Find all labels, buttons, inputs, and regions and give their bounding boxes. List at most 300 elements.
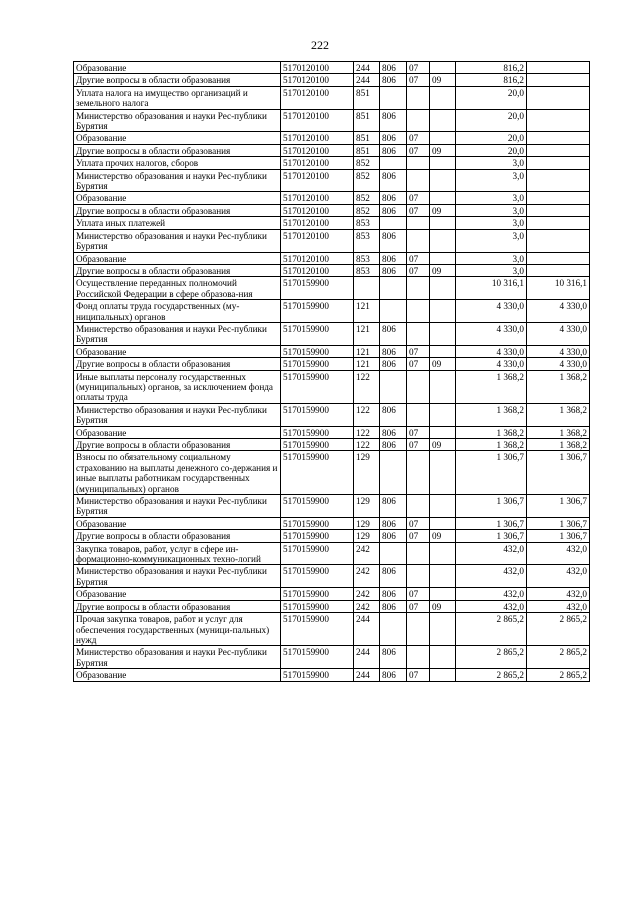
item-name-cell: Другие вопросы в области образования [74, 74, 281, 86]
item-name-cell: Образование [74, 252, 281, 264]
admin-code-cell: 806 [380, 169, 407, 192]
subsection-code-cell [430, 277, 456, 300]
target-code-cell: 5170120100 [281, 86, 354, 109]
subsection-code-cell [430, 322, 456, 345]
target-code-cell: 5170159900 [281, 669, 354, 681]
section-code-cell: 07 [407, 192, 430, 204]
item-name-cell: Осуществление переданных полномочий Российской Федерации в сфере образова-ния [74, 277, 281, 300]
sum-federal-cell [527, 132, 590, 144]
subsection-code-cell [430, 669, 456, 681]
target-code-cell: 5170159900 [281, 517, 354, 529]
section-code-cell [407, 451, 430, 495]
admin-code-cell: 806 [380, 144, 407, 156]
sum-total-cell: 10 316,1 [456, 277, 527, 300]
expense-type-cell: 242 [354, 588, 380, 600]
target-code-cell: 5170159900 [281, 451, 354, 495]
table-row [74, 109, 590, 132]
subsection-code-cell [430, 426, 456, 438]
item-name-cell: Другие вопросы в области образования [74, 358, 281, 370]
sum-total-cell: 20,0 [456, 132, 527, 144]
table-row [74, 358, 590, 370]
sum-federal-cell: 4 330,0 [527, 322, 590, 345]
admin-code-cell: 806 [380, 565, 407, 588]
expense-type-cell: 853 [354, 264, 380, 276]
subsection-code-cell [430, 109, 456, 132]
sum-federal-cell: 1 368,2 [527, 439, 590, 451]
target-code-cell: 5170120100 [281, 229, 354, 252]
section-code-cell: 07 [407, 252, 430, 264]
target-code-cell: 5170120100 [281, 192, 354, 204]
expense-type-cell: 853 [354, 229, 380, 252]
section-code-cell [407, 613, 430, 646]
expense-type-cell: 122 [354, 370, 380, 403]
table-row [74, 74, 590, 86]
admin-code-cell: 806 [380, 345, 407, 357]
table-body [74, 62, 590, 682]
item-name-cell: Другие вопросы в области образования [74, 204, 281, 216]
target-code-cell: 5170120100 [281, 157, 354, 169]
expense-type-cell: 851 [354, 132, 380, 144]
section-code-cell: 07 [407, 439, 430, 451]
target-code-cell: 5170159900 [281, 542, 354, 565]
page-number: 222 [311, 38, 329, 52]
target-code-cell: 5170120100 [281, 62, 354, 74]
expense-type-cell: 121 [354, 345, 380, 357]
section-code-cell [407, 109, 430, 132]
item-name-cell: Образование [74, 345, 281, 357]
expense-type-cell: 851 [354, 109, 380, 132]
item-name-cell: Образование [74, 426, 281, 438]
section-code-cell [407, 157, 430, 169]
section-code-cell [407, 403, 430, 426]
admin-code-cell: 806 [380, 74, 407, 86]
sum-federal-cell: 1 306,7 [527, 495, 590, 518]
sum-total-cell: 1 306,7 [456, 517, 527, 529]
section-code-cell [407, 370, 430, 403]
subsection-code-cell: 09 [430, 264, 456, 276]
table-row [74, 264, 590, 276]
subsection-code-cell [430, 217, 456, 229]
expense-type-cell: 121 [354, 358, 380, 370]
section-code-cell [407, 86, 430, 109]
item-name-cell: Иные выплаты персоналу государственных (муниципальных) органов, за исключением фонда оплаты труда [74, 370, 281, 403]
item-name-cell: Уплата налога на имущество организаций и земельного налога [74, 86, 281, 109]
subsection-code-cell: 09 [430, 600, 456, 612]
table-row [74, 132, 590, 144]
admin-code-cell [380, 277, 407, 300]
sum-total-cell: 4 330,0 [456, 300, 527, 323]
sum-total-cell: 3,0 [456, 169, 527, 192]
sum-total-cell: 3,0 [456, 229, 527, 252]
admin-code-cell: 806 [380, 192, 407, 204]
target-code-cell: 5170159900 [281, 646, 354, 669]
admin-code-cell: 806 [380, 109, 407, 132]
expense-type-cell: 244 [354, 646, 380, 669]
expense-type-cell: 853 [354, 217, 380, 229]
subsection-code-cell: 09 [430, 74, 456, 86]
table-row [74, 300, 590, 323]
sum-total-cell: 432,0 [456, 588, 527, 600]
item-name-cell: Министерство образования и науки Рес-публики Бурятия [74, 229, 281, 252]
item-name-cell: Министерство образования и науки Рес-публики Бурятия [74, 403, 281, 426]
table-row [74, 252, 590, 264]
expense-type-cell: 244 [354, 669, 380, 681]
sum-federal-cell [527, 144, 590, 156]
subsection-code-cell [430, 132, 456, 144]
admin-code-cell: 806 [380, 600, 407, 612]
sum-total-cell: 20,0 [456, 86, 527, 109]
table-row [74, 451, 590, 495]
sum-federal-cell: 4 330,0 [527, 300, 590, 323]
sum-federal-cell: 1 306,7 [527, 530, 590, 542]
sum-federal-cell [527, 192, 590, 204]
subsection-code-cell [430, 588, 456, 600]
expense-type-cell: 851 [354, 86, 380, 109]
target-code-cell: 5170159900 [281, 588, 354, 600]
section-code-cell [407, 565, 430, 588]
section-code-cell: 07 [407, 62, 430, 74]
sum-federal-cell [527, 62, 590, 74]
sum-total-cell: 1 368,2 [456, 439, 527, 451]
target-code-cell: 5170159900 [281, 613, 354, 646]
subsection-code-cell [430, 192, 456, 204]
expense-type-cell: 122 [354, 439, 380, 451]
target-code-cell: 5170159900 [281, 277, 354, 300]
sum-federal-cell: 4 330,0 [527, 345, 590, 357]
section-code-cell: 07 [407, 144, 430, 156]
section-code-cell [407, 277, 430, 300]
item-name-cell: Уплата иных платежей [74, 217, 281, 229]
sum-federal-cell: 432,0 [527, 588, 590, 600]
item-name-cell: Прочая закупка товаров, работ и услуг для обеспечения государственных (муници-пальных) нужд [74, 613, 281, 646]
sum-total-cell: 1 368,2 [456, 403, 527, 426]
admin-code-cell: 806 [380, 439, 407, 451]
subsection-code-cell [430, 62, 456, 74]
admin-code-cell: 806 [380, 669, 407, 681]
table-row [74, 86, 590, 109]
admin-code-cell: 806 [380, 264, 407, 276]
expense-type-cell: 244 [354, 62, 380, 74]
expense-type-cell: 129 [354, 495, 380, 518]
target-code-cell: 5170159900 [281, 345, 354, 357]
table-row [74, 426, 590, 438]
sum-federal-cell: 2 865,2 [527, 613, 590, 646]
target-code-cell: 5170159900 [281, 565, 354, 588]
section-code-cell: 07 [407, 669, 430, 681]
section-code-cell: 07 [407, 600, 430, 612]
sum-total-cell: 1 306,7 [456, 495, 527, 518]
item-name-cell: Другие вопросы в области образования [74, 144, 281, 156]
admin-code-cell: 806 [380, 358, 407, 370]
sum-federal-cell [527, 252, 590, 264]
sum-total-cell: 3,0 [456, 157, 527, 169]
admin-code-cell [380, 157, 407, 169]
sum-federal-cell: 432,0 [527, 565, 590, 588]
table-row [74, 62, 590, 74]
section-code-cell: 07 [407, 74, 430, 86]
admin-code-cell: 806 [380, 252, 407, 264]
table-row [74, 229, 590, 252]
sum-federal-cell: 4 330,0 [527, 358, 590, 370]
sum-federal-cell: 10 316,1 [527, 277, 590, 300]
subsection-code-cell [430, 252, 456, 264]
expense-type-cell: 121 [354, 300, 380, 323]
expense-type-cell: 244 [354, 74, 380, 86]
subsection-code-cell [430, 565, 456, 588]
sum-total-cell: 3,0 [456, 217, 527, 229]
sum-federal-cell [527, 264, 590, 276]
sum-federal-cell: 1 306,7 [527, 517, 590, 529]
target-code-cell: 5170159900 [281, 370, 354, 403]
item-name-cell: Министерство образования и науки Рес-публики Бурятия [74, 646, 281, 669]
expense-type-cell: 242 [354, 565, 380, 588]
item-name-cell: Образование [74, 192, 281, 204]
admin-code-cell: 806 [380, 495, 407, 518]
table-row [74, 370, 590, 403]
target-code-cell: 5170120100 [281, 144, 354, 156]
sum-total-cell: 20,0 [456, 109, 527, 132]
item-name-cell: Министерство образования и науки Рес-публики Бурятия [74, 109, 281, 132]
subsection-code-cell [430, 613, 456, 646]
admin-code-cell: 806 [380, 588, 407, 600]
sum-federal-cell [527, 204, 590, 216]
admin-code-cell: 806 [380, 517, 407, 529]
sum-federal-cell [527, 74, 590, 86]
section-code-cell [407, 169, 430, 192]
table-row [74, 530, 590, 542]
item-name-cell: Взносы по обязательному социальному страхованию на выплаты денежного со-держания и иные выплаты работникам государственных (муниципальных) органов [74, 451, 281, 495]
item-name-cell: Образование [74, 588, 281, 600]
target-code-cell: 5170159900 [281, 300, 354, 323]
item-name-cell: Министерство образования и науки Рес-публики Бурятия [74, 322, 281, 345]
section-code-cell: 07 [407, 264, 430, 276]
sum-total-cell: 2 865,2 [456, 669, 527, 681]
target-code-cell: 5170159900 [281, 600, 354, 612]
item-name-cell: Другие вопросы в области образования [74, 439, 281, 451]
sum-federal-cell [527, 157, 590, 169]
item-name-cell: Другие вопросы в области образования [74, 600, 281, 612]
table-row [74, 217, 590, 229]
subsection-code-cell: 09 [430, 439, 456, 451]
sum-federal-cell: 2 865,2 [527, 669, 590, 681]
item-name-cell: Уплата прочих налогов, сборов [74, 157, 281, 169]
admin-code-cell: 806 [380, 403, 407, 426]
section-code-cell: 07 [407, 204, 430, 216]
subsection-code-cell [430, 517, 456, 529]
item-name-cell: Образование [74, 669, 281, 681]
table-row [74, 322, 590, 345]
target-code-cell: 5170120100 [281, 204, 354, 216]
subsection-code-cell [430, 451, 456, 495]
sum-federal-cell: 432,0 [527, 542, 590, 565]
sum-federal-cell: 2 865,2 [527, 646, 590, 669]
admin-code-cell: 806 [380, 322, 407, 345]
section-code-cell [407, 322, 430, 345]
section-code-cell: 07 [407, 358, 430, 370]
section-code-cell [407, 300, 430, 323]
section-code-cell [407, 495, 430, 518]
expense-type-cell: 244 [354, 613, 380, 646]
subsection-code-cell: 09 [430, 204, 456, 216]
section-code-cell: 07 [407, 588, 430, 600]
sum-federal-cell [527, 109, 590, 132]
admin-code-cell: 806 [380, 646, 407, 669]
section-code-cell: 07 [407, 345, 430, 357]
table-row [74, 495, 590, 518]
expense-type-cell: 129 [354, 517, 380, 529]
item-name-cell: Министерство образования и науки Рес-публики Бурятия [74, 495, 281, 518]
sum-total-cell: 4 330,0 [456, 345, 527, 357]
item-name-cell: Закупка товаров, работ, услуг в сфере ин-формационно-коммуникационных техно-логий [74, 542, 281, 565]
expense-type-cell: 242 [354, 542, 380, 565]
expense-type-cell: 122 [354, 426, 380, 438]
target-code-cell: 5170120100 [281, 109, 354, 132]
admin-code-cell: 806 [380, 426, 407, 438]
sum-total-cell: 3,0 [456, 204, 527, 216]
sum-total-cell: 432,0 [456, 565, 527, 588]
item-name-cell: Министерство образования и науки Рес-публики Бурятия [74, 565, 281, 588]
table-row [74, 669, 590, 681]
admin-code-cell: 806 [380, 62, 407, 74]
sum-federal-cell: 1 368,2 [527, 426, 590, 438]
admin-code-cell [380, 86, 407, 109]
sum-total-cell: 1 306,7 [456, 451, 527, 495]
target-code-cell: 5170120100 [281, 74, 354, 86]
table-row [74, 565, 590, 588]
admin-code-cell: 806 [380, 204, 407, 216]
subsection-code-cell: 09 [430, 358, 456, 370]
subsection-code-cell [430, 370, 456, 403]
table-row [74, 169, 590, 192]
table-row [74, 144, 590, 156]
table-row [74, 403, 590, 426]
table-row [74, 600, 590, 612]
table-row [74, 204, 590, 216]
sum-total-cell: 20,0 [456, 144, 527, 156]
sum-total-cell: 1 306,7 [456, 530, 527, 542]
sum-total-cell: 432,0 [456, 542, 527, 565]
table-row [74, 542, 590, 565]
target-code-cell: 5170120100 [281, 217, 354, 229]
subsection-code-cell [430, 345, 456, 357]
expense-type-cell: 122 [354, 403, 380, 426]
table-row [74, 157, 590, 169]
item-name-cell: Фонд оплаты труда государственных (му-ниципальных) органов [74, 300, 281, 323]
target-code-cell: 5170159900 [281, 403, 354, 426]
target-code-cell: 5170120100 [281, 252, 354, 264]
admin-code-cell: 806 [380, 229, 407, 252]
item-name-cell: Образование [74, 517, 281, 529]
sum-total-cell: 3,0 [456, 252, 527, 264]
sum-total-cell: 1 368,2 [456, 370, 527, 403]
admin-code-cell [380, 542, 407, 565]
section-code-cell [407, 217, 430, 229]
section-code-cell: 07 [407, 426, 430, 438]
target-code-cell: 5170120100 [281, 132, 354, 144]
subsection-code-cell [430, 542, 456, 565]
table-row [74, 646, 590, 669]
table-row [74, 613, 590, 646]
sum-federal-cell: 1 368,2 [527, 403, 590, 426]
admin-code-cell [380, 217, 407, 229]
section-code-cell [407, 542, 430, 565]
sum-federal-cell: 1 306,7 [527, 451, 590, 495]
target-code-cell: 5170159900 [281, 322, 354, 345]
sum-federal-cell [527, 86, 590, 109]
sum-total-cell: 3,0 [456, 192, 527, 204]
subsection-code-cell: 09 [430, 530, 456, 542]
sum-total-cell: 816,2 [456, 62, 527, 74]
expense-type-cell: 242 [354, 600, 380, 612]
item-name-cell: Образование [74, 62, 281, 74]
target-code-cell: 5170159900 [281, 530, 354, 542]
subsection-code-cell [430, 157, 456, 169]
subsection-code-cell [430, 300, 456, 323]
table-row [74, 439, 590, 451]
item-name-cell: Другие вопросы в области образования [74, 530, 281, 542]
sum-total-cell: 3,0 [456, 264, 527, 276]
target-code-cell: 5170159900 [281, 495, 354, 518]
expense-type-cell: 853 [354, 252, 380, 264]
expense-type-cell: 852 [354, 204, 380, 216]
target-code-cell: 5170159900 [281, 358, 354, 370]
expense-type-cell: 129 [354, 451, 380, 495]
section-code-cell: 07 [407, 530, 430, 542]
table-row [74, 192, 590, 204]
table-row [74, 517, 590, 529]
sum-federal-cell: 432,0 [527, 600, 590, 612]
subsection-code-cell [430, 86, 456, 109]
admin-code-cell: 806 [380, 530, 407, 542]
admin-code-cell [380, 300, 407, 323]
subsection-code-cell [430, 403, 456, 426]
section-code-cell [407, 646, 430, 669]
sum-total-cell: 432,0 [456, 600, 527, 612]
expense-type-cell: 852 [354, 192, 380, 204]
expense-type-cell: 852 [354, 157, 380, 169]
expense-type-cell [354, 277, 380, 300]
expense-type-cell: 129 [354, 530, 380, 542]
section-code-cell [407, 229, 430, 252]
sum-total-cell: 4 330,0 [456, 322, 527, 345]
sum-total-cell: 1 368,2 [456, 426, 527, 438]
admin-code-cell [380, 451, 407, 495]
item-name-cell: Другие вопросы в области образования [74, 264, 281, 276]
target-code-cell: 5170120100 [281, 169, 354, 192]
table-row [74, 277, 590, 300]
item-name-cell: Министерство образования и науки Рес-публики Бурятия [74, 169, 281, 192]
target-code-cell: 5170159900 [281, 426, 354, 438]
expense-type-cell: 851 [354, 144, 380, 156]
target-code-cell: 5170120100 [281, 264, 354, 276]
table-row [74, 588, 590, 600]
sum-federal-cell [527, 229, 590, 252]
table-row [74, 345, 590, 357]
subsection-code-cell: 09 [430, 144, 456, 156]
subsection-code-cell [430, 495, 456, 518]
sum-federal-cell [527, 217, 590, 229]
sum-total-cell: 2 865,2 [456, 646, 527, 669]
sum-total-cell: 4 330,0 [456, 358, 527, 370]
sum-total-cell: 2 865,2 [456, 613, 527, 646]
subsection-code-cell [430, 646, 456, 669]
section-code-cell: 07 [407, 132, 430, 144]
admin-code-cell [380, 613, 407, 646]
item-name-cell: Образование [74, 132, 281, 144]
subsection-code-cell [430, 169, 456, 192]
section-code-cell: 07 [407, 517, 430, 529]
sum-federal-cell: 1 368,2 [527, 370, 590, 403]
